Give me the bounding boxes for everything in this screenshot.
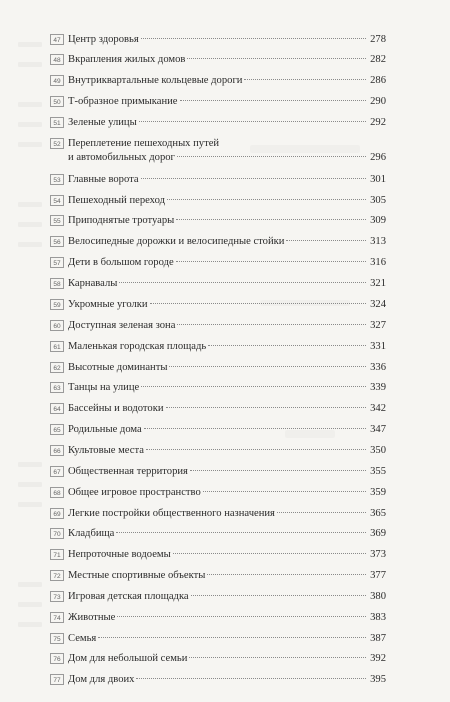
dot-leader: [191, 595, 366, 596]
dot-leader: [277, 512, 366, 513]
chapter-number: 54: [50, 195, 64, 206]
entry-title: Местные спортивные объекты: [68, 570, 206, 581]
page-number: 278: [370, 34, 386, 45]
toc-entry[interactable]: [50, 95, 386, 109]
toc-entry[interactable]: [50, 548, 386, 562]
page-number: 321: [370, 278, 386, 289]
entry-title: Общее игровое пространство: [68, 487, 201, 498]
toc-entry[interactable]: [50, 611, 386, 625]
dot-leader: [150, 303, 366, 304]
dot-leader: [116, 532, 366, 533]
chapter-number: 70: [50, 528, 64, 539]
entry-title: Высотные доминанты: [68, 362, 168, 373]
entry-title: Вкрапления жилых домов: [68, 54, 186, 65]
dot-leader: [136, 678, 366, 679]
chapter-number: 61: [50, 341, 64, 352]
page-number: 392: [370, 653, 386, 664]
entry-title: Родильные дома: [68, 424, 142, 435]
chapter-number: 64: [50, 403, 64, 414]
chapter-number: 51: [50, 117, 64, 128]
toc-entry[interactable]: [50, 652, 386, 666]
page-number: 359: [370, 487, 386, 498]
entry-title: Культовые места: [68, 445, 144, 456]
dot-leader: [141, 386, 366, 387]
page-number: 373: [370, 549, 386, 560]
dot-leader: [141, 38, 366, 39]
chapter-number: 67: [50, 466, 64, 477]
page-number: 395: [370, 674, 386, 685]
chapter-number: 72: [50, 570, 64, 581]
dot-leader: [176, 219, 366, 220]
entry-title: Приподнятые тротуары: [68, 215, 175, 226]
toc-entry[interactable]: [50, 235, 386, 249]
dot-leader: [189, 657, 366, 658]
entry-title: Легкие постройки общественного назначения: [68, 508, 275, 519]
dot-leader: [286, 240, 366, 241]
dot-leader: [139, 121, 366, 122]
entry-title: Пешеходный переход: [68, 195, 165, 206]
chapter-number: 59: [50, 299, 64, 310]
dot-leader: [208, 345, 366, 346]
chapter-number: 60: [50, 320, 64, 331]
page-number: 331: [370, 341, 386, 352]
page-number: 365: [370, 508, 386, 519]
entry-title: Зеленые улицы: [68, 117, 137, 128]
toc-entry[interactable]: [50, 277, 386, 291]
toc-entry[interactable]: [50, 632, 386, 646]
dot-leader: [119, 282, 366, 283]
chapter-number: 52: [50, 138, 64, 149]
dot-leader: [180, 100, 366, 101]
entry-title: Дом для небольшой семьи: [68, 653, 188, 664]
page-number: 313: [370, 236, 386, 247]
entry-title: Дети в большом городе: [68, 257, 174, 268]
toc-entry[interactable]: [50, 486, 386, 500]
entry-title: Доступная зеленая зона: [68, 320, 176, 331]
toc-entry[interactable]: [50, 53, 386, 67]
toc-entry[interactable]: [50, 194, 386, 208]
dot-leader: [167, 199, 366, 200]
page-number: 316: [370, 257, 386, 268]
page-number: 290: [370, 96, 386, 107]
entry-title: Игровая детская площадка: [68, 591, 189, 602]
chapter-number: 77: [50, 674, 64, 685]
dot-leader: [146, 449, 366, 450]
page-number: 387: [370, 633, 386, 644]
toc-entry[interactable]: [50, 173, 386, 187]
page-number: 305: [370, 195, 386, 206]
page-number: 380: [370, 591, 386, 602]
dot-leader: [176, 261, 366, 262]
toc-entry[interactable]: [50, 33, 386, 47]
chapter-number: 71: [50, 549, 64, 560]
toc-entry[interactable]: [50, 507, 386, 521]
chapter-number: 49: [50, 75, 64, 86]
toc-entry[interactable]: [50, 569, 386, 583]
dot-leader: [141, 178, 366, 179]
chapter-number: 62: [50, 362, 64, 373]
chapter-number: 65: [50, 424, 64, 435]
page-number: 296: [370, 152, 386, 163]
toc-entry[interactable]: [50, 444, 386, 458]
dot-leader: [207, 574, 366, 575]
entry-title-line1: Переплетение пешеходных путей: [68, 138, 220, 149]
dot-leader: [144, 428, 366, 429]
dot-leader: [177, 156, 366, 157]
chapter-number: 48: [50, 54, 64, 65]
toc-entry[interactable]: [50, 214, 386, 228]
chapter-number: 56: [50, 236, 64, 247]
toc-entry[interactable]: [50, 74, 386, 88]
dot-leader: [177, 324, 366, 325]
toc-entry[interactable]: [50, 527, 386, 541]
entry-title: Дом для двоих: [68, 674, 135, 685]
entry-title: Маленькая городская площадь: [68, 341, 207, 352]
toc-entry[interactable]: [50, 116, 386, 130]
chapter-number: 57: [50, 257, 64, 268]
page-number: 347: [370, 424, 386, 435]
chapter-number: 76: [50, 653, 64, 664]
page-number: 282: [370, 54, 386, 65]
toc-entry[interactable]: [50, 256, 386, 270]
entry-title: Кладбища: [68, 528, 115, 539]
chapter-number: 69: [50, 508, 64, 519]
page-number: 350: [370, 445, 386, 456]
toc-entry[interactable]: [50, 137, 386, 165]
chapter-number: 53: [50, 174, 64, 185]
entry-title: Танцы на улице: [68, 382, 140, 393]
chapter-number: 75: [50, 633, 64, 644]
chapter-number: 55: [50, 215, 64, 226]
toc-entry[interactable]: [50, 361, 386, 375]
page-number: 383: [370, 612, 386, 623]
chapter-number: 74: [50, 612, 64, 623]
page-number: 355: [370, 466, 386, 477]
toc-entry[interactable]: [50, 673, 386, 687]
toc-entry[interactable]: [50, 465, 386, 479]
entry-title: Велосипедные дорожки и велосипедные стойки: [68, 236, 285, 247]
chapter-number: 50: [50, 96, 64, 107]
dot-leader: [187, 58, 366, 59]
toc-entry[interactable]: [50, 340, 386, 354]
page-number: 336: [370, 362, 386, 373]
chapter-number: 58: [50, 278, 64, 289]
dot-leader: [166, 407, 366, 408]
chapter-number: 66: [50, 445, 64, 456]
dot-leader: [244, 79, 366, 80]
page-number: 286: [370, 75, 386, 86]
page-number: 342: [370, 403, 386, 414]
page-number: 301: [370, 174, 386, 185]
dot-leader: [190, 470, 366, 471]
chapter-number: 73: [50, 591, 64, 602]
entry-title: Непроточные водоемы: [68, 549, 171, 560]
toc-entry[interactable]: [50, 590, 386, 604]
entry-title: Т-образное примыкание: [68, 96, 178, 107]
dot-leader: [117, 616, 366, 617]
page-number: 324: [370, 299, 386, 310]
dot-leader: [203, 491, 366, 492]
dot-leader: [98, 637, 366, 638]
dot-leader: [169, 366, 366, 367]
entry-title: Центр здоровья: [68, 34, 139, 45]
entry-title: Общественная территория: [68, 466, 188, 477]
entry-title: Карнавалы: [68, 278, 118, 289]
page-number: 339: [370, 382, 386, 393]
dot-leader: [173, 553, 366, 554]
entry-title: Внутриквартальные кольцевые дороги: [68, 75, 243, 86]
entry-title: и автомобильных дорог: [68, 152, 175, 163]
entry-title: Бассейны и водотоки: [68, 403, 164, 414]
toc-entry[interactable]: [50, 402, 386, 416]
page-number: 369: [370, 528, 386, 539]
toc-entry[interactable]: [50, 423, 386, 437]
page-number: 327: [370, 320, 386, 331]
toc-entry[interactable]: [50, 298, 386, 312]
toc-entry[interactable]: [50, 381, 386, 395]
entry-title: Животные: [68, 612, 116, 623]
entry-title: Укромные уголки: [68, 299, 148, 310]
page-number: 309: [370, 215, 386, 226]
chapter-number: 68: [50, 487, 64, 498]
chapter-number: 47: [50, 34, 64, 45]
entry-title: Главные ворота: [68, 174, 139, 185]
page-number: 377: [370, 570, 386, 581]
toc-entry[interactable]: [50, 319, 386, 333]
page-number: 292: [370, 117, 386, 128]
entry-title: Семья: [68, 633, 97, 644]
chapter-number: 63: [50, 382, 64, 393]
